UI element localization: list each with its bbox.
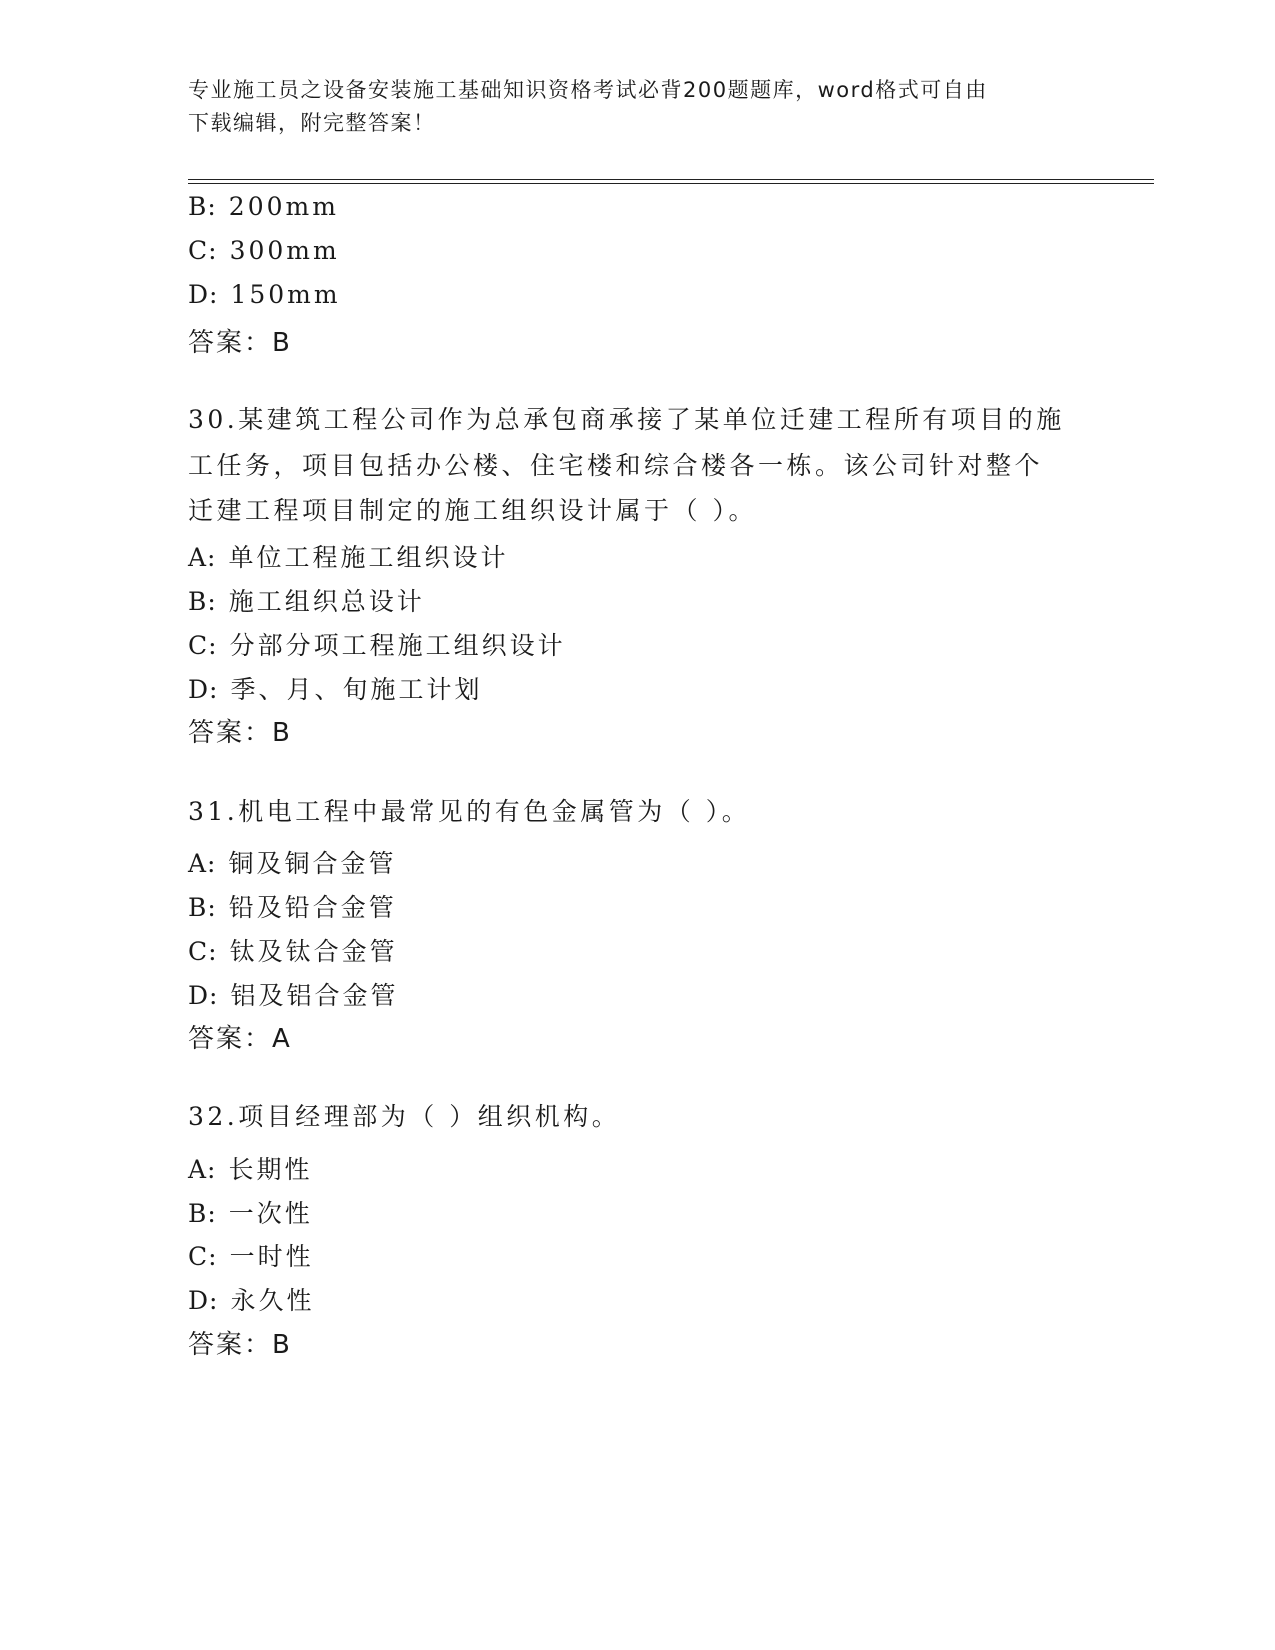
option-letter: A:	[188, 543, 217, 572]
option-letter: C:	[188, 937, 218, 966]
option-text: 施工组织总设计	[228, 587, 425, 616]
q32-option-c	[188, 1237, 314, 1273]
q32-option-d	[188, 1281, 314, 1317]
q30-option-a	[188, 538, 509, 574]
option-text: 长期性	[228, 1155, 313, 1184]
prev-option-b	[188, 192, 339, 221]
option-text: 铝及铝合金管	[230, 981, 399, 1010]
q30-option-d	[188, 670, 482, 706]
option-letter: D:	[188, 981, 219, 1010]
header-rule-bottom	[188, 183, 1154, 184]
header-rule-top	[188, 179, 1154, 180]
option-letter: A:	[188, 1155, 217, 1184]
option-text: 150mm	[230, 280, 341, 309]
option-text: 钛及钛合金管	[229, 937, 398, 966]
option-text: 一次性	[228, 1199, 313, 1228]
question-stem-line: 30.某建筑工程公司作为总承包商承接了某单位迁建工程所有项目的施	[188, 405, 1065, 434]
q32-option-a	[188, 1150, 313, 1186]
q31-option-c	[188, 932, 398, 968]
option-letter: B:	[188, 1199, 217, 1228]
q31-option-a	[188, 844, 397, 880]
prev-answer: 答案：B	[188, 328, 292, 358]
option-text: 铅及铅合金管	[228, 893, 397, 922]
question-31-stem	[188, 789, 1088, 835]
option-letter: D:	[188, 675, 219, 704]
q30-answer: 答案：B	[188, 718, 292, 748]
option-text: 一时性	[229, 1242, 314, 1271]
question-stem-line: 迁建工程项目制定的施工组织设计属于（ ）。	[188, 496, 757, 525]
q31-answer: 答案：A	[188, 1024, 292, 1054]
prev-option-d	[188, 280, 341, 309]
option-letter: D:	[188, 280, 219, 309]
option-text: 单位工程施工组织设计	[228, 543, 509, 572]
option-letter: D:	[188, 1286, 219, 1315]
q31-option-d	[188, 976, 398, 1012]
option-text: 季、月、旬施工计划	[230, 675, 483, 704]
option-text: 分部分项工程施工组织设计	[229, 631, 566, 660]
option-letter: B:	[188, 192, 217, 221]
question-30-stem	[188, 397, 1088, 534]
header-line-2: 下载编辑，附完整答案！	[188, 111, 436, 135]
option-letter: B:	[188, 587, 217, 616]
option-letter: A:	[188, 849, 217, 878]
q32-option-b	[188, 1194, 313, 1230]
question-stem-line: 工任务，项目包括办公楼、住宅楼和综合楼各一栋。该公司针对整个	[188, 450, 1044, 480]
q32-answer: 答案：B	[188, 1330, 292, 1360]
option-letter: C:	[188, 1242, 218, 1271]
q30-option-b	[188, 582, 425, 618]
option-text: 200mm	[228, 192, 339, 221]
q30-option-c	[188, 626, 566, 662]
q31-option-b	[188, 888, 397, 924]
document-header	[188, 74, 1088, 140]
option-letter: C:	[188, 236, 218, 265]
question-stem-line: 32.项目经理部为（ ）组织机构。	[188, 1102, 621, 1131]
header-line-1: 专业施工员之设备安装施工基础知识资格考试必背200题题库，word格式可自由	[188, 78, 988, 102]
option-text: 300mm	[229, 236, 340, 265]
question-32-stem	[188, 1094, 1088, 1140]
question-stem-line: 31.机电工程中最常见的有色金属管为（ ）。	[188, 797, 751, 826]
option-text: 永久性	[230, 1286, 315, 1315]
option-text: 铜及铜合金管	[228, 849, 397, 878]
option-letter: B:	[188, 893, 217, 922]
option-letter: C:	[188, 631, 218, 660]
prev-option-c	[188, 236, 340, 265]
